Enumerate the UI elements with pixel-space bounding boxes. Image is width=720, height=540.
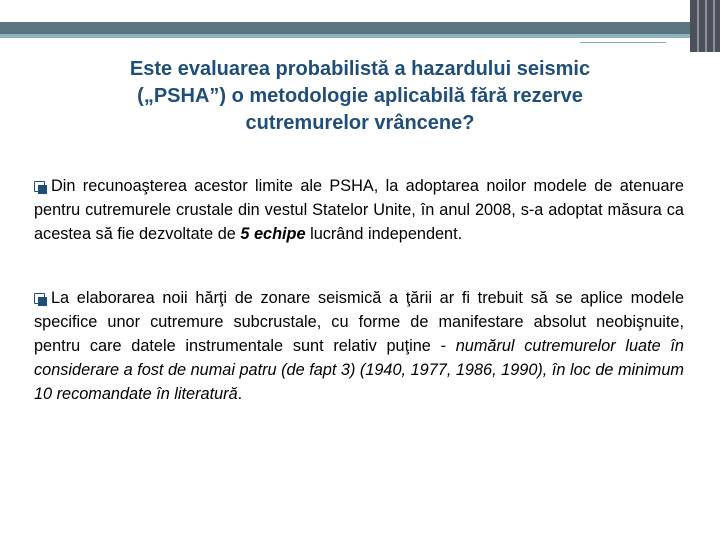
checkbox-bullet-icon	[34, 293, 45, 304]
checkbox-bullet-icon	[34, 181, 45, 192]
title-line-2: („PSHA”) o metodologie aplicabilă fără rezerve	[137, 85, 583, 107]
title-line-1: Este evaluarea probabilistă a hazardului seismic	[129, 58, 591, 80]
paragraph-2-italic: numărul cutremurelor luate în considerare a fost de numai patru (de fapt 3) (1940, 1977, 1986, 1990), în loc de minimum 10 recomandate în literatură	[34, 337, 684, 403]
paragraph-1-text-a: Din recunoaşterea acestor limite ale PSHA, la adoptarea noilor modele de atenuare pentru cutremurele crustale din vestul Statelor Unite, în anul 2008, s-a adoptat măsura ca acestea să fie dezvoltate de	[34, 177, 684, 243]
corner-stripe	[697, 0, 699, 52]
corner-stripe	[705, 0, 707, 52]
slide-title	[40, 56, 680, 137]
bullet-paragraph-1	[34, 174, 684, 246]
header-thin-line	[580, 42, 666, 43]
paragraph-2-text-b: .	[237, 385, 243, 403]
paragraph-1-emphasis: 5 echipe	[240, 225, 306, 243]
paragraph-1-text-b: lucrând independent.	[305, 225, 463, 243]
header-bar-dark	[0, 22, 690, 34]
bullet-paragraph-2	[34, 286, 684, 406]
paragraph-2-text-a: La elaborarea noii hărţi de zonare seismică a ţării ar fi trebuit să se aplice modele specifice unor cutremure subcrustale, cu forme de manifestare absolut neobişnuite, pentru care datele instrumentale sunt relativ puţine -	[34, 289, 684, 355]
corner-stripe	[713, 0, 715, 52]
header-bar-accent	[0, 34, 690, 38]
title-line-3: cutremurelor vrâncene?	[245, 112, 475, 134]
